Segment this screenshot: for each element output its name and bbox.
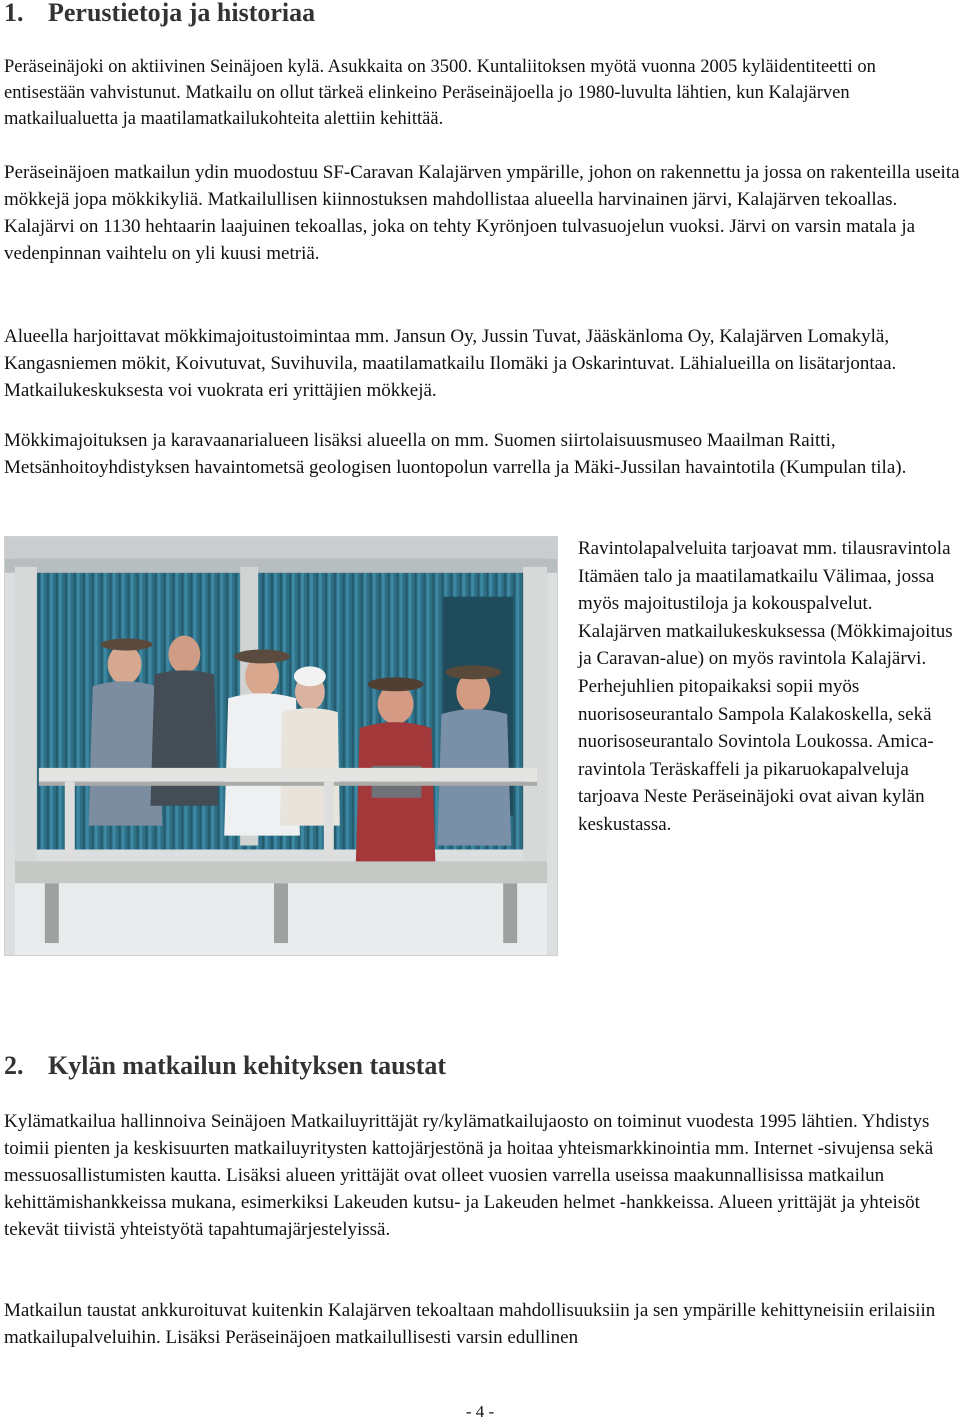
page-number: - 4 - — [465, 1402, 495, 1421]
section-1-title: Perustietoja ja historiaa — [48, 0, 316, 27]
section-2-heading — [4, 1051, 446, 1081]
paragraph-intro: Peräseinäjoki on aktiivinen Seinäjoen kylä. Asukkaita on 3500. Kuntaliitoksen myötä vuonna 2005 kyläidentiteetti on entisestään vahvistunut. Matkailu on ollut tärkeä elinkeino Peräseinäjoella jo 1980-luvulta lähtien, kun Kalajärven matkailualuetta ja maatilamatkailukohteita alettiin kehittää. — [4, 57, 876, 129]
paragraph-accommodation: Alueella harjoittavat mökkimajoitustoimintaa mm. Jansun Oy, Jussin Tuvat, Jääskänloma Oy, Kalajärven Lomakylä, Kangasniemen mökit, Koivutuvat, Suvihuvila, maatilamatkailu Ilomäki ja Oskarintuvat. Lähialueilla on lisätarjontaa. Matkailukeskuksesta voi vuokrata eri yrittäjien mökkejä. — [4, 326, 897, 401]
section-1-number: 1. — [4, 0, 24, 27]
restaurant-services-text: Ravintolapalveluita tarjoavat mm. tilausravintola Itämäen talo ja maatilamatkailu Välimaa, jossa myös majoitustiloja ja kokouspalvelut. Kalajärven matkailukeskuksessa (Mökkimajoitus ja Caravan-alue) on myös ravintola Kalajärvi. Perhejuhlien pitopaikaksi sopii myös nuorisoseurantalo Sampola Kalakoskella, sekä nuorisoseurantalo Sovintola Loukossa. Amica-ravintola Teräskaffeli ja pikaruokapalveluja tarjoava Neste Peräseinäjoki ovat aivan kylän keskustassa. — [578, 538, 953, 835]
paragraph-tourism-core: Peräseinäjoen matkailun ydin muodostuu SF-Caravan Kalajärven ympärille, johon on rakennettu ja jossa on rakenteilla useita mökkejä jopa mökkikyliä. Matkailullisen kiinnostuksen mahdollistaa alueella harvinainen järvi, Kalajärven tekoallas. Kalajärvi on 1130 hehtaarin laajuinen tekoallas, joka on tehty Kyrönjoen tulvasuojelun vuoksi. Järvi on varsin matala ja vedenpinnan vaihtelu on yli kuusi metriä. — [4, 162, 960, 264]
paragraph-association: Kylämatkailua hallinnoiva Seinäjoen Matkailuyrittäjät ry/kylämatkailujaosto on toiminut vuodesta 1995 lähtien. Yhdistys toimii pienten ja keskisuurten matkailuyritysten kattojärjestönä ja hoitaa yhteismarkkinointia mm. Internet -sivujensa sekä messuosallistumisten kautta. Lisäksi alueen yrittäjät ovat olleet vuosien varrella useissa maakunnallisissa matkailun kehittämishankkeissa mukana, esimerkiksi Lakeuden kutsu- ja Lakeuden helmet -hankkeissa. Alueen yrittäjät ja yhteisöt tekevät tiivistä yhteistyötä tapahtumajärjestelyissä. — [4, 1111, 934, 1240]
group-photo-illustration — [5, 537, 557, 955]
paragraph-background: Matkailun taustat ankkuroituvat kuitenkin Kalajärven tekoaltaan mahdollisuuksiin ja sen ympärille kehittyneisiin erilaisiin matkailupalveluihin. Lisäksi Peräseinäjoen matkailullisesti varsin edullinen — [4, 1300, 936, 1348]
paragraph-attractions: Mökkimajoituksen ja karavaanarialueen lisäksi alueella on mm. Suomen siirtolaisuusmuseo Maailman Raitti, Metsänhoitoyhdistyksen havaintometsä geologisen luontopolun varrella ja Mäki-Jussilan havaintotila (Kumpulan tila). — [4, 430, 907, 478]
group-photo — [4, 536, 558, 956]
section-2-title: Kylän matkailun kehityksen taustat — [48, 1051, 447, 1080]
section-1-heading — [4, 0, 315, 28]
section-2-number: 2. — [4, 1051, 24, 1080]
